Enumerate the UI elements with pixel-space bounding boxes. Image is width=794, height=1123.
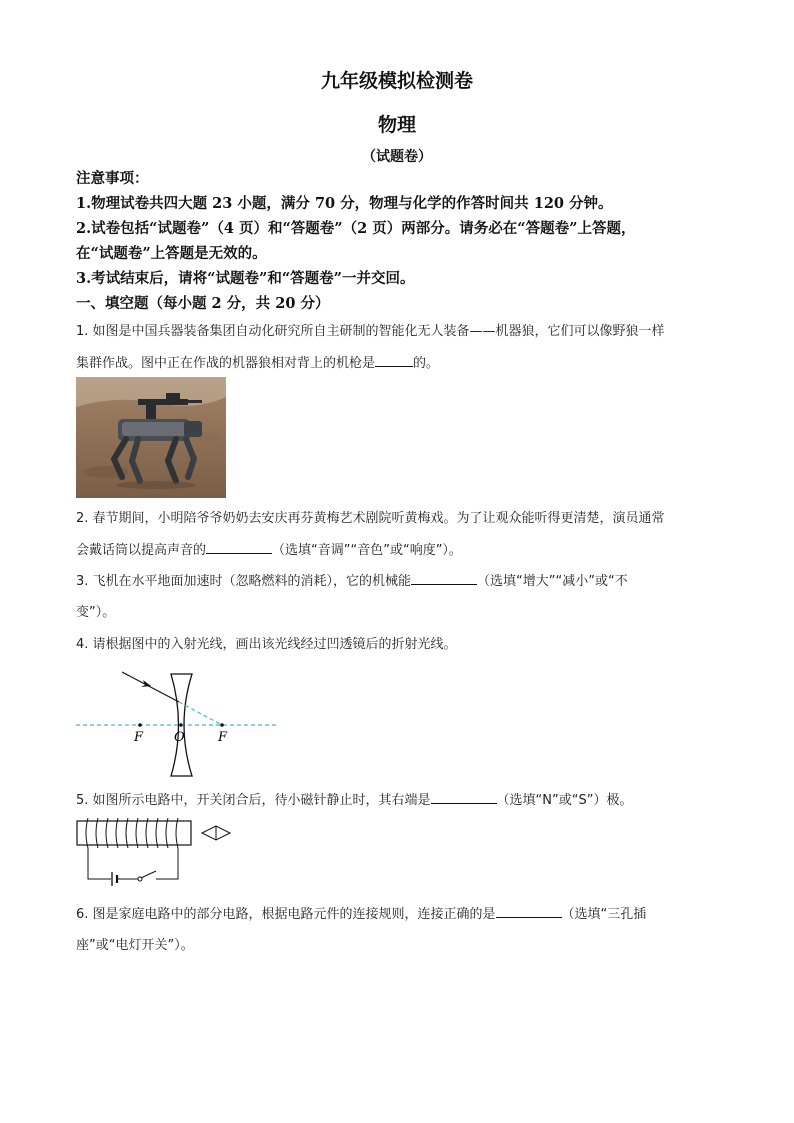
answer-blank-5[interactable] [431,791,497,804]
extension-line [179,702,222,725]
question-5-options: （选填“N”或“S”）极。 [496,793,633,808]
question-1-text: 集群作战。图中正在作战的机器狼相对背上的机枪是 [76,356,376,371]
question-3-line-1 [76,570,628,589]
question-2-text: 会戴话筒以提高声音的 [76,543,207,558]
note-3: 3.考试结束后，请将“试题卷”和“答题卷”一并交回。 [76,270,415,287]
question-1-line-2 [76,352,439,371]
question-4-line-1: 4. 请根据图中的入射光线，画出该光线经过凹透镜后的折射光线。 [76,637,457,652]
answer-blank-2[interactable] [206,541,272,554]
wire-left [88,848,111,879]
section-1-heading: 一、填空题（每小题 2 分，共 20 分） [76,295,330,312]
answer-blank-6[interactable] [496,905,562,918]
solenoid-core [77,821,191,845]
question-1-text-end: 的。 [413,356,440,371]
question-3-options: （选填“增大”“减小”或“不 [477,574,628,589]
answer-blank-1[interactable] [375,354,413,367]
switch-lever [141,871,156,878]
incident-ray [122,672,179,702]
label-f-left: F [134,730,144,745]
focal-point-left [138,723,142,727]
question-2-line-1: 2. 春节期间，小明陪爷爷奶奶去安庆再芬黄梅艺术剧院听黄梅戏。为了让观众能听得更清楚，演员通常 [76,511,665,526]
question-3-line-2: 变”）。 [76,605,116,620]
focal-point-right [220,723,224,727]
wire-right [156,848,178,879]
question-1-line-1: 1. 如图是中国兵器装备集团自动化研究所自主研制的智能化无人装备——机器狼，它们可以像野狼一样 [76,324,665,339]
note-2b: 在“试题卷”上答题是无效的。 [76,245,267,262]
notes-heading: 注意事项： [76,170,149,187]
question-2-line-2 [76,539,462,558]
label-o: O [174,730,185,745]
note-1: 1.物理试卷共四大题 23 小题，满分 70 分，物理与化学的作答时间共 120 分钟。 [76,195,613,212]
question-5-line-1 [76,789,632,808]
label-f-right: F [218,730,228,745]
question-6-line-2: 座”或“电灯开关”）。 [76,938,194,953]
question-3-text: 3. 飞机在水平地面加速时（忽略燃料的消耗），它的机械能 [76,574,412,589]
question-6-line-1 [76,903,646,922]
question-2-options: （选填“音调”“音色”或“响度”）。 [272,543,462,558]
question-6-text: 6. 图是家庭电路中的部分电路，根据电路元件的连接规则，连接正确的是 [76,907,496,922]
optical-center [179,723,183,727]
note-2a: 2.试卷包括“试题卷”（4 页）和“答题卷”（2 页）两部分。请务必在“答题卷”上答题， [76,220,636,237]
concave-lens-diagram [76,662,296,782]
subject-title: 物理 [377,114,416,136]
question-6-options: （选填“三孔插 [561,907,647,922]
robot-wolf-photo [76,377,226,498]
paper-type: （试题卷） [362,149,432,165]
solenoid-circuit-diagram [76,815,246,895]
answer-blank-3[interactable] [411,572,477,585]
question-5-text: 5. 如图所示电路中，开关闭合后，待小磁针静止时，其右端是 [76,793,431,808]
exam-title: 九年级模拟检测卷 [320,70,473,92]
ray-arrow-icon [141,680,151,687]
